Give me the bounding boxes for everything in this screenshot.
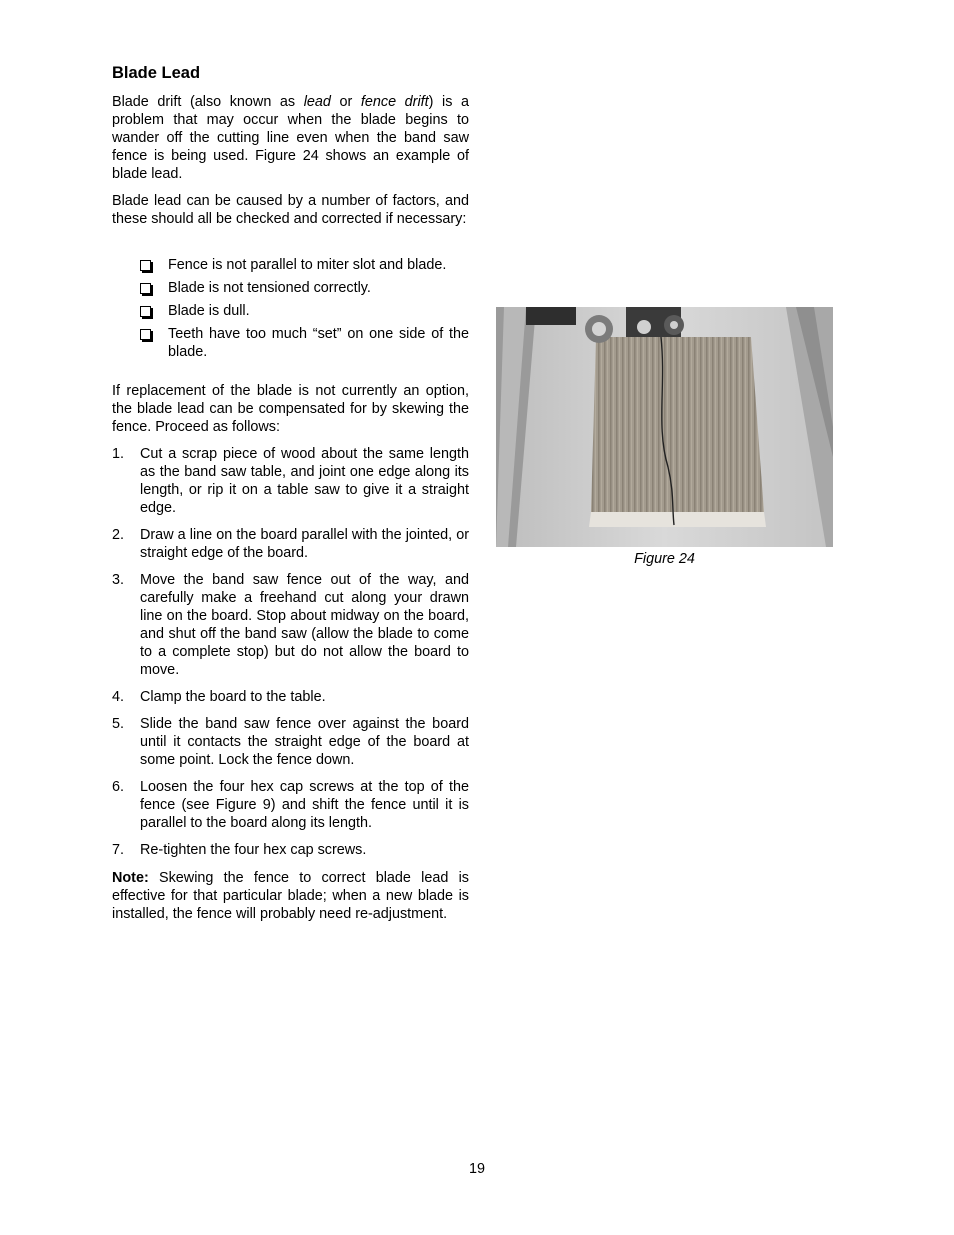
section-heading: Blade Lead bbox=[112, 64, 201, 82]
step-item: 2. Draw a line on the board parallel with the jointed, or straight edge of the board. bbox=[112, 527, 469, 561]
page-number: 19 bbox=[468, 1161, 485, 1177]
step-item: 5. Slide the band saw fence over against the board until it contacts the straight edge of the board at some point. Lock the fence down. bbox=[112, 716, 469, 768]
note-paragraph: Note: Skewing the fence to correct blade lead is effective for that particular blade; when a new blade is installed, the fence will probably need re-adjustment. bbox=[112, 870, 469, 922]
step-item: 3. Move the band saw fence out of the way, and carefully make a freehand cut along your drawn line on the board. Stop about midway on the board, and shut off the band saw (allow the blade to come to a complete stop) but do not allow the board to move. bbox=[112, 572, 469, 678]
band-saw-board-photo bbox=[496, 307, 833, 547]
list-item: Blade is dull. bbox=[112, 302, 469, 320]
procedure-steps bbox=[112, 445, 469, 859]
list-item: Teeth have too much “set” on one side of the blade. bbox=[112, 325, 469, 361]
checkbox-bullet-icon bbox=[140, 329, 151, 340]
intro-paragraph: Blade drift (also known as lead or fence drift) is a problem that may occur when the blade begins to wander off the cutting line even when the band saw fence is being used. Figure 24 shows an example of blade lead. bbox=[112, 94, 470, 182]
step-item: 6. Loosen the four hex cap screws at the top of the fence (see Figure 9) and shift the fence until it is parallel to the board along its length. bbox=[112, 779, 469, 831]
checkbox-bullet-icon bbox=[140, 260, 151, 271]
procedure-intro: If replacement of the blade is not currently an option, the blade lead can be compensated for by skewing the fence. Proceed as follows: bbox=[112, 383, 469, 435]
list-item: Blade is not tensioned correctly. bbox=[112, 279, 469, 297]
step-item: 7. Re-tighten the four hex cap screws. bbox=[112, 842, 367, 858]
figure-24-photo bbox=[496, 307, 833, 547]
figure-caption: Figure 24 bbox=[634, 551, 695, 567]
list-item: Fence is not parallel to miter slot and blade. bbox=[112, 256, 469, 274]
causes-paragraph: Blade lead can be caused by a number of factors, and these should all be checked and corrected if necessary: bbox=[112, 193, 469, 227]
causes-list bbox=[112, 256, 469, 361]
step-item: 4. Clamp the board to the table. bbox=[112, 689, 326, 705]
step-item: 1. Cut a scrap piece of wood about the same length as the band saw table, and joint one edge along its length, or rip it on a table saw to give it a straight edge. bbox=[112, 446, 469, 516]
checkbox-bullet-icon bbox=[140, 283, 151, 294]
checkbox-bullet-icon bbox=[140, 306, 151, 317]
